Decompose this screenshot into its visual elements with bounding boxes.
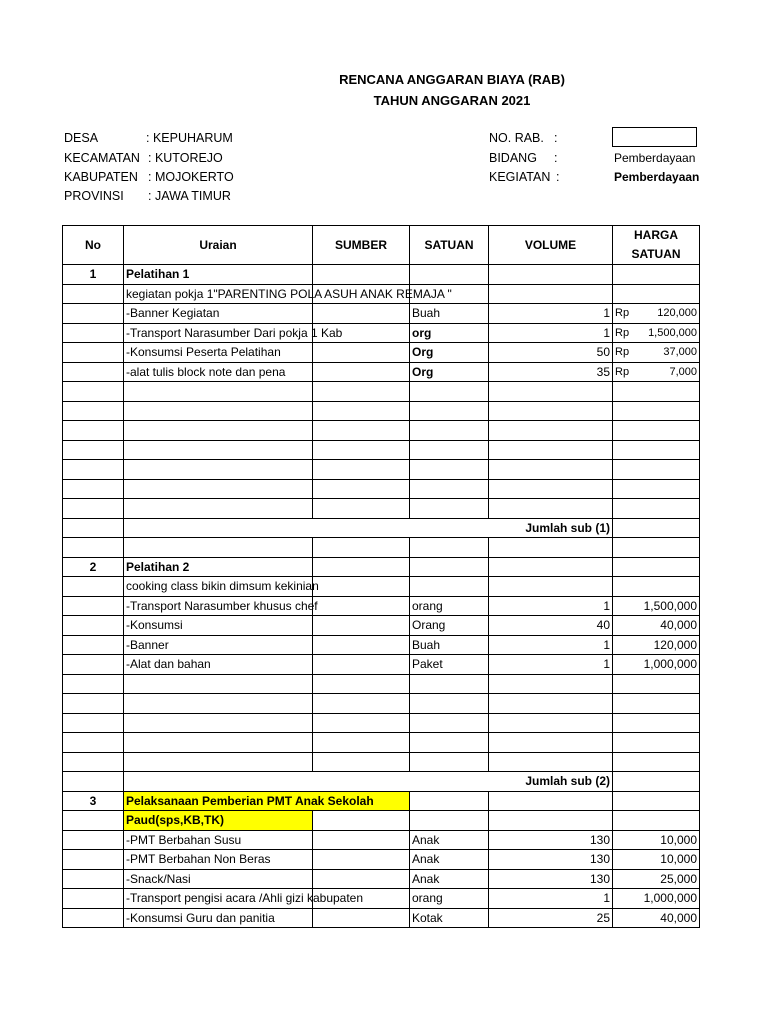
table-row [63, 440, 700, 460]
header-satuan: SATUAN [410, 226, 489, 265]
item-harga: 1,000,000 [613, 889, 700, 909]
table-row [63, 343, 700, 363]
table-row [63, 655, 700, 675]
header-harga-line1: HARGA [634, 228, 678, 242]
section-title: Pelatihan 1 [124, 265, 313, 285]
table-row [63, 733, 700, 753]
info-value-provinsi: : JAWA TIMUR [148, 189, 231, 203]
section-activity: kegiatan pokja 1"PARENTING POLA ASUH ANAK REMAJA " [124, 284, 313, 304]
section-no: 3 [63, 791, 124, 811]
item-uraian: -Konsumsi Peserta Pelatihan [124, 343, 313, 363]
info-value-desa: : KEPUHARUM [146, 131, 233, 145]
item-harga: Rp 7,000 [613, 362, 700, 382]
table-row [63, 694, 700, 714]
table-row [63, 596, 700, 616]
item-uraian: -Konsumsi [124, 616, 313, 636]
item-harga: 1,000,000 [613, 655, 700, 675]
table-row [63, 401, 700, 421]
header-no: No [63, 226, 124, 265]
table-row [63, 421, 700, 441]
item-uraian: -Banner Kegiatan [124, 304, 313, 324]
table-row [63, 791, 700, 811]
item-volume: 25 [489, 908, 613, 928]
info-label-kecamatan: KECAMATAN [64, 151, 140, 165]
section-activity: cooking class bikin dimsum kekinian [124, 577, 313, 597]
rab-table [62, 225, 700, 928]
info-sep-kegiatan: : [556, 170, 560, 184]
item-satuan: Org [410, 362, 489, 382]
item-harga: 10,000 [613, 850, 700, 870]
header-sumber: SUMBER [313, 226, 410, 265]
table-row [63, 362, 700, 382]
item-uraian: -PMT Berbahan Non Beras [124, 850, 313, 870]
table-row [63, 713, 700, 733]
item-harga: 1,500,000 [613, 596, 700, 616]
item-volume: 1 [489, 635, 613, 655]
item-satuan: Org [410, 343, 489, 363]
info-label-no-rab: NO. RAB. [489, 131, 544, 145]
item-volume: 40 [489, 616, 613, 636]
info-label-desa: DESA [64, 131, 99, 145]
item-satuan: orang [410, 889, 489, 909]
item-volume: 130 [489, 869, 613, 889]
item-satuan: Paket [410, 655, 489, 675]
item-volume: 1 [489, 889, 613, 909]
table-row [63, 830, 700, 850]
item-volume: 1 [489, 596, 613, 616]
item-uraian: -Alat dan bahan [124, 655, 313, 675]
section-title-continued: Paud(sps,KB,TK) [124, 811, 313, 831]
item-harga: Rp 37,000 [613, 343, 700, 363]
item-satuan: Buah [410, 304, 489, 324]
header-uraian: Uraian [124, 226, 313, 265]
subtotal-label: Jumlah sub (1) [124, 518, 613, 538]
subtotal-row [63, 772, 700, 792]
item-volume: 50 [489, 343, 613, 363]
section-no: 1 [63, 265, 124, 285]
item-harga: Rp 1,500,000 [613, 323, 700, 343]
table-row [63, 635, 700, 655]
table-row [63, 850, 700, 870]
table-row [63, 674, 700, 694]
document-title: RENCANA ANGGARAN BIAYA (RAB) [339, 72, 565, 87]
item-volume: 130 [489, 830, 613, 850]
table-row [63, 499, 700, 519]
item-uraian: -Transport Narasumber khusus chef [124, 596, 313, 616]
table-row [63, 265, 700, 285]
subtotal-row [63, 518, 700, 538]
item-uraian: -Transport Narasumber Dari pokja 1 Kab [124, 323, 313, 343]
info-label-provinsi: PROVINSI [64, 189, 124, 203]
info-label-kegiatan: KEGIATAN [489, 170, 551, 184]
item-volume: 1 [489, 304, 613, 324]
item-satuan: Orang [410, 616, 489, 636]
header-harga-satuan [613, 226, 700, 265]
table-row [63, 908, 700, 928]
item-satuan: Anak [410, 869, 489, 889]
table-row [63, 869, 700, 889]
info-value-kabupaten: : MOJOKERTO [148, 170, 234, 184]
table-row [63, 538, 700, 558]
table-row [63, 304, 700, 324]
item-harga: 40,000 [613, 616, 700, 636]
item-harga: Rp 120,000 [613, 304, 700, 324]
item-satuan: Buah [410, 635, 489, 655]
header-volume: VOLUME [489, 226, 613, 265]
table-row [63, 811, 700, 831]
item-harga: 10,000 [613, 830, 700, 850]
table-row [63, 323, 700, 343]
item-uraian: -Snack/Nasi [124, 869, 313, 889]
table-row [63, 557, 700, 577]
section-title: Pelaksanaan Pemberian PMT Anak Sekolah [124, 791, 410, 811]
item-harga: 40,000 [613, 908, 700, 928]
table-row [63, 382, 700, 402]
no-rab-field[interactable] [612, 127, 697, 147]
item-harga: 25,000 [613, 869, 700, 889]
info-value-kecamatan: : KUTOREJO [148, 151, 223, 165]
item-satuan: orang [410, 596, 489, 616]
table-row [63, 479, 700, 499]
item-uraian: -alat tulis block note dan pena [124, 362, 313, 382]
section-no: 2 [63, 557, 124, 577]
item-harga: 120,000 [613, 635, 700, 655]
info-value-bidang: Pemberdayaan [614, 151, 696, 165]
item-satuan: Anak [410, 830, 489, 850]
item-volume: 1 [489, 323, 613, 343]
info-value-kegiatan: Pemberdayaan [614, 170, 700, 184]
document-subtitle: TAHUN ANGGARAN 2021 [373, 93, 531, 108]
item-volume: 130 [489, 850, 613, 870]
table-row [63, 752, 700, 772]
item-satuan: org [410, 323, 489, 343]
table-header-row [63, 226, 700, 265]
info-label-kabupaten: KABUPATEN [64, 170, 138, 184]
item-uraian: -Transport pengisi acara /Ahli gizi kabupaten [124, 889, 313, 909]
info-label-bidang: BIDANG [489, 151, 537, 165]
header-harga-line2: SATUAN [631, 247, 681, 261]
table-row [63, 889, 700, 909]
item-volume: 1 [489, 655, 613, 675]
item-uraian: -Banner [124, 635, 313, 655]
table-row [63, 284, 700, 304]
table-row [63, 616, 700, 636]
info-sep-bidang: : [554, 151, 558, 165]
item-volume: 35 [489, 362, 613, 382]
table-row [63, 577, 700, 597]
item-uraian: -Konsumsi Guru dan panitia [124, 908, 313, 928]
table-row [63, 460, 700, 480]
info-sep-no-rab: : [554, 131, 558, 145]
section-title: Pelatihan 2 [124, 557, 313, 577]
subtotal-label: Jumlah sub (2) [124, 772, 613, 792]
item-satuan: Kotak [410, 908, 489, 928]
item-satuan: Anak [410, 850, 489, 870]
item-uraian: -PMT Berbahan Susu [124, 830, 313, 850]
